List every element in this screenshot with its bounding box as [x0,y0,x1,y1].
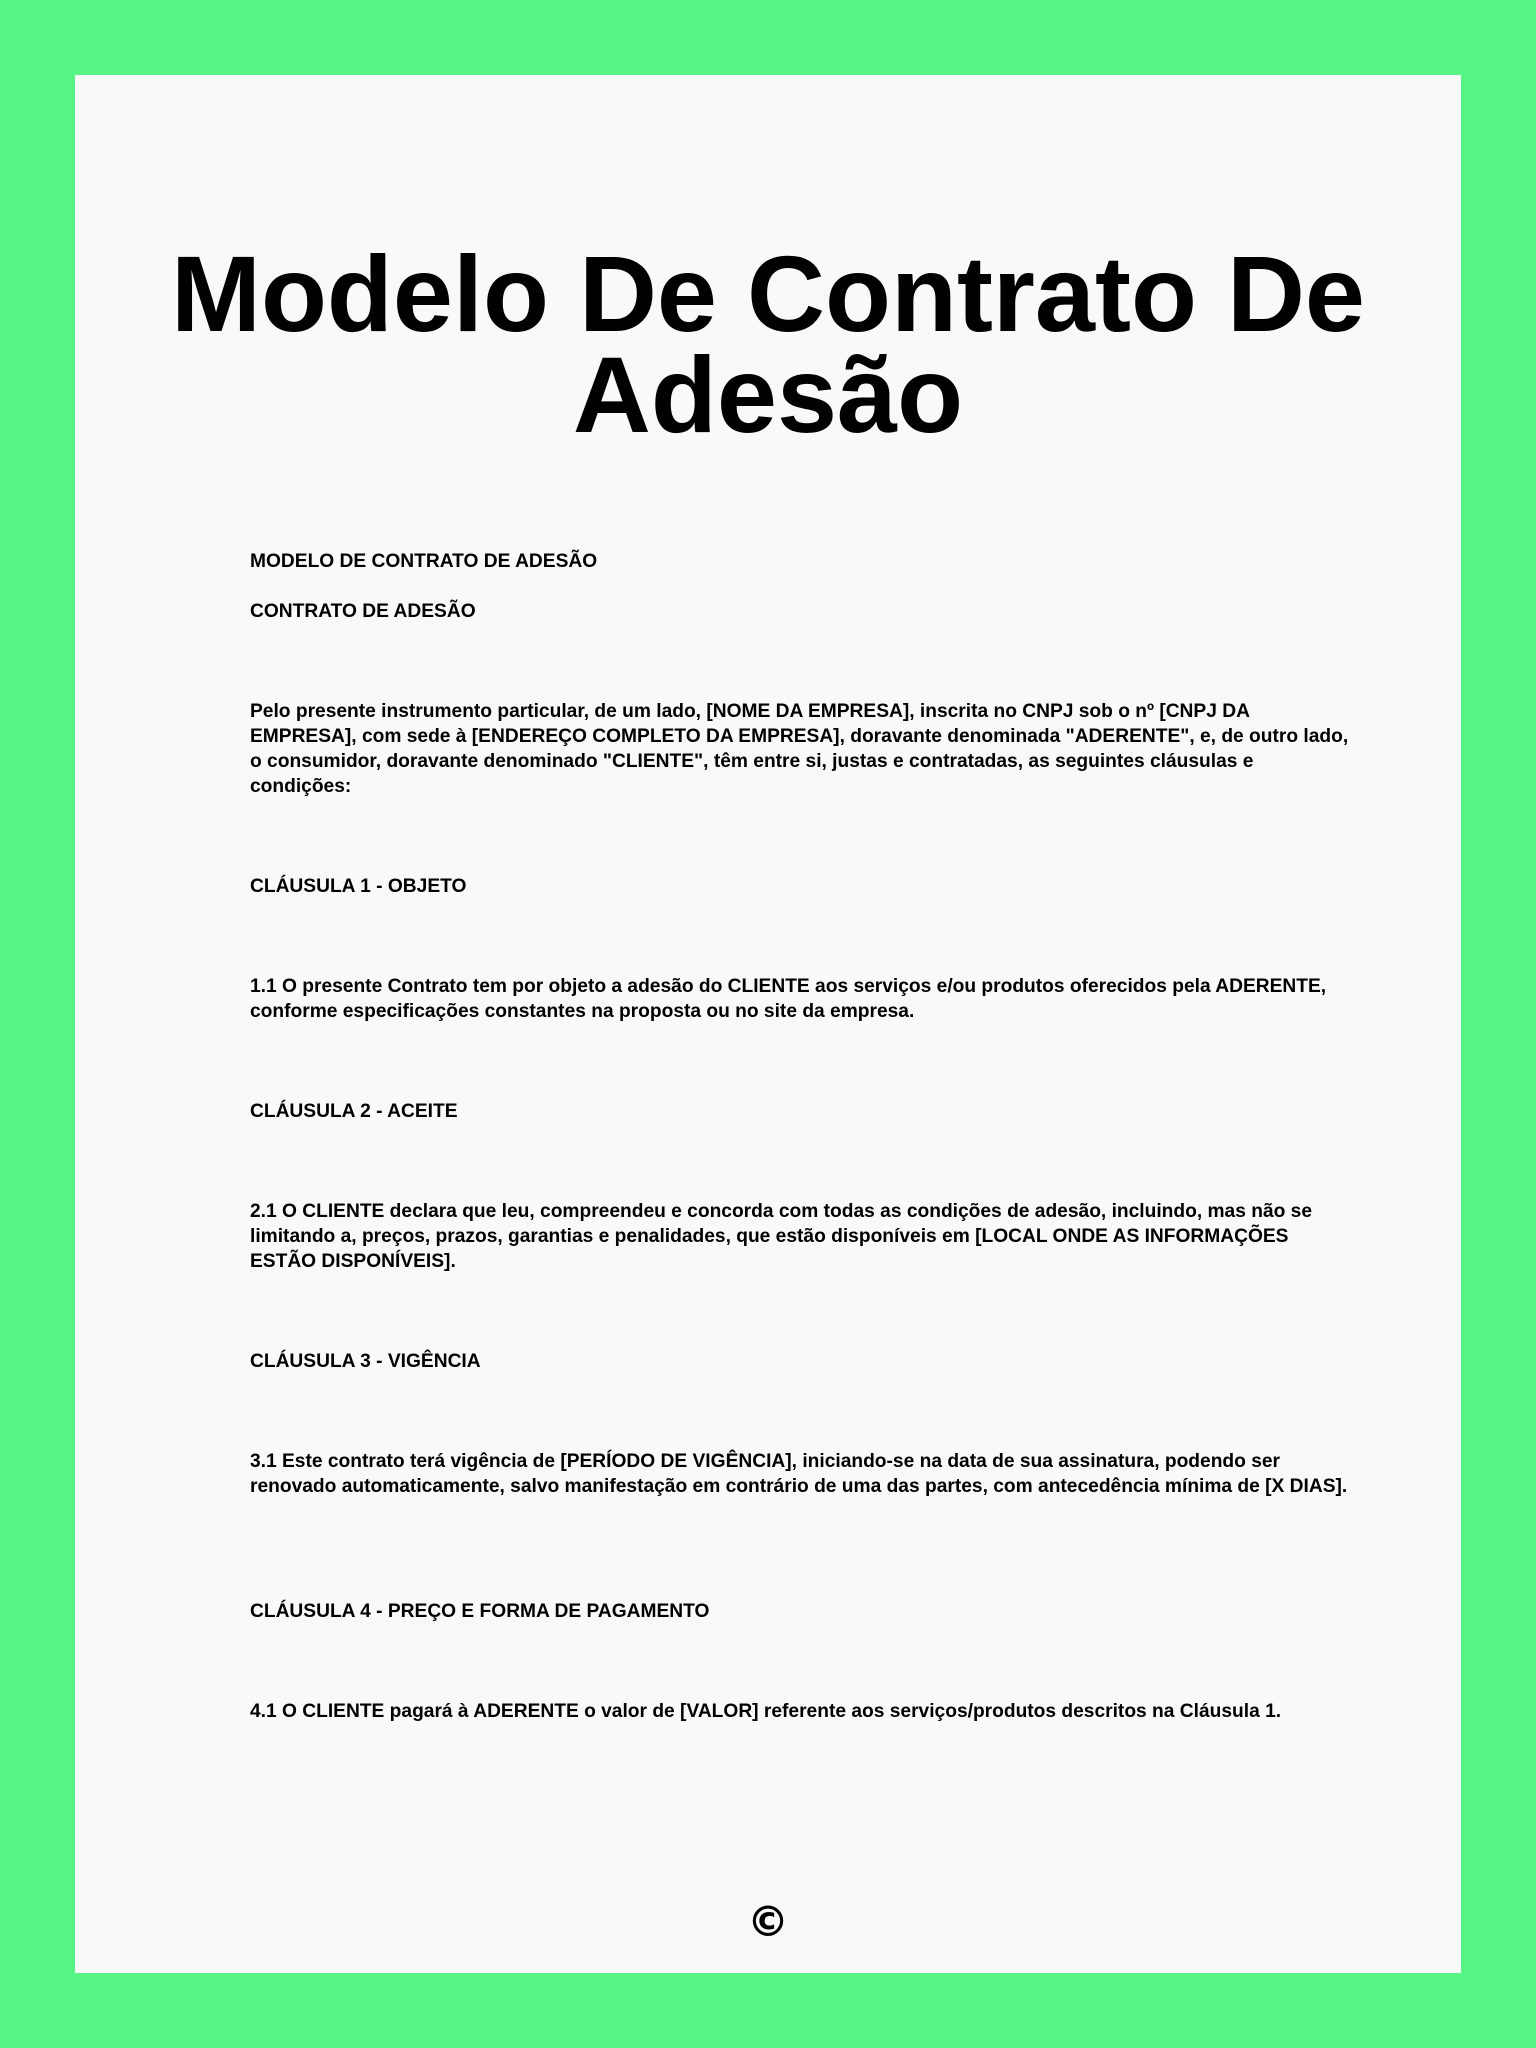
document-title: Modelo De Contrato De Adesão [170,233,1365,455]
document-subheading: CONTRATO DE ADESÃO [250,601,476,622]
document-page [75,75,1461,1973]
copyright-symbol: © [747,1897,789,1946]
clause-2-heading: CLÁUSULA 2 - ACEITE [250,1101,458,1122]
document-heading: MODELO DE CONTRATO DE ADESÃO [250,551,598,572]
clause-4-text: 4.1 O CLIENTE pagará à ADERENTE o valor de [VALOR] referente aos serviços/produtos descritos na Cláusula 1. [250,1701,1282,1722]
intro-paragraph: Pelo presente instrumento particular, de um lado, [NOME DA EMPRESA], inscrita no CNPJ sob o nº [CNPJ DA EMPRESA], com sede à [ENDEREÇO COMPLETO DA EMPRESA], doravante denominada "ADERENTE", e, de outro lado, o consumidor, doravante denominado "CLIENTE", têm entre si, justas e contratadas, as seguintes cláusulas e condições: [250,701,1349,797]
clause-2-text: 2.1 O CLIENTE declara que leu, compreendeu e concorda com todas as condições de adesão, incluindo, mas não se limitando a, preços, prazos, garantias e penalidades, que estão disponíveis em [LOCAL ONDE AS INFORMAÇÕES ESTÃO DISPONÍVEIS]. [250,1201,1313,1272]
clause-3-text: 3.1 Este contrato terá vigência de [PERÍODO DE VIGÊNCIA], iniciando-se na data de sua assinatura, podendo ser renovado automaticamente, salvo manifestação em contrário de uma das partes, com antecedência mínima de [X DIAS]. [250,1451,1348,1497]
clause-1-heading: CLÁUSULA 1 - OBJETO [250,876,467,897]
clause-4-heading: CLÁUSULA 4 - PREÇO E FORMA DE PAGAMENTO [250,1601,710,1622]
clause-3-heading: CLÁUSULA 3 - VIGÊNCIA [250,1351,481,1372]
clause-1-text: 1.1 O presente Contrato tem por objeto a adesão do CLIENTE aos serviços e/ou produtos oferecidos pela ADERENTE, conforme especificações constantes na proposta ou no site da empresa. [250,976,1327,1022]
